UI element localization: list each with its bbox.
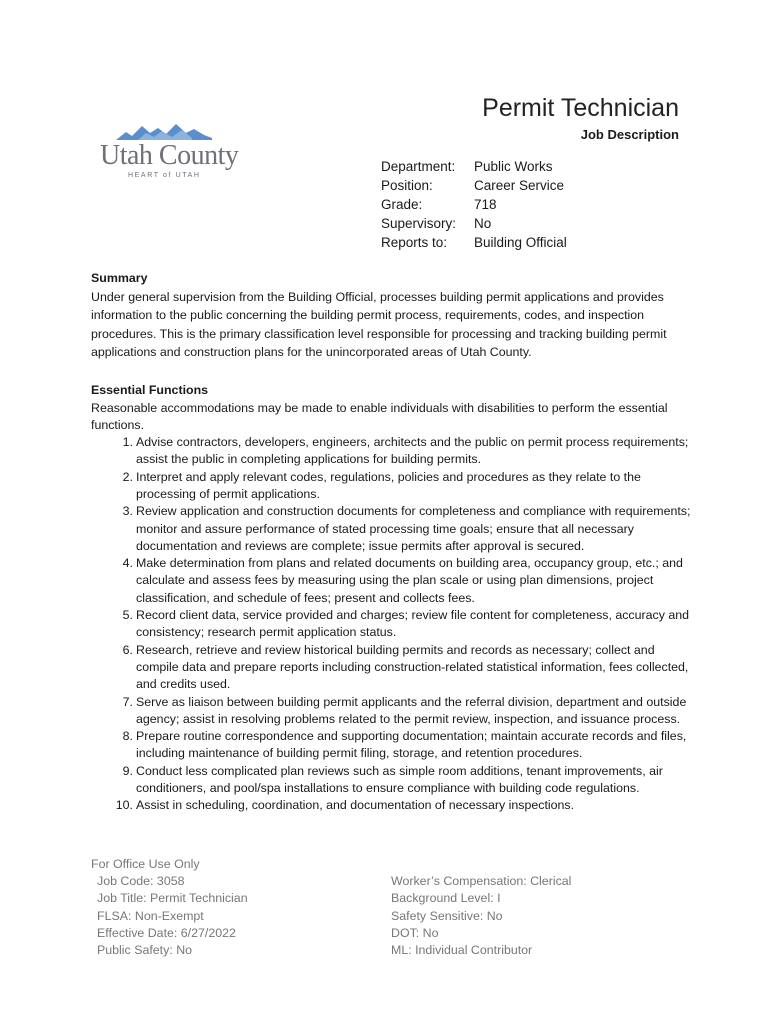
info-value: Public Works bbox=[474, 159, 553, 174]
info-row-reports-to bbox=[381, 233, 567, 252]
list-number: 7. bbox=[122, 694, 133, 709]
list-text: Prepare routine correspondence and supporting documentation; maintain accurate records and files, including maintenance of building permit filing, storage, and retention procedures. bbox=[136, 729, 687, 761]
info-value: Career Service bbox=[474, 178, 565, 193]
info-label: Reports to: bbox=[381, 235, 448, 250]
office-field: Background Level: I bbox=[391, 891, 501, 906]
office-field: Safety Sensitive: No bbox=[391, 908, 503, 923]
list-number: 2. bbox=[122, 469, 133, 484]
info-value: 718 bbox=[474, 197, 497, 212]
list-item bbox=[91, 503, 691, 555]
list-number: 6. bbox=[122, 642, 133, 657]
info-label: Position: bbox=[381, 178, 433, 193]
essential-heading: Essential Functions bbox=[91, 383, 209, 397]
functions-list bbox=[91, 434, 691, 815]
list-text: Advise contractors, developers, engineers, architects and the public on permit process requirements; assist the public in completing applications for building permits. bbox=[136, 435, 689, 467]
list-number: 8. bbox=[122, 729, 133, 744]
office-use-left-column bbox=[97, 873, 248, 959]
list-number: 9. bbox=[122, 763, 133, 778]
summary-section bbox=[91, 269, 691, 362]
list-number: 3. bbox=[122, 504, 133, 519]
office-field: Job Title: Permit Technician bbox=[97, 891, 248, 906]
list-item bbox=[91, 728, 691, 763]
utah-county-logo bbox=[100, 122, 239, 184]
list-item bbox=[91, 434, 691, 469]
list-item bbox=[91, 469, 691, 504]
essential-intro: Reasonable accommodations may be made to enable individuals with disabilities to perform the essential functions. bbox=[91, 400, 668, 432]
mountain-logo-icon bbox=[116, 122, 212, 140]
list-number: 5. bbox=[122, 608, 133, 623]
logo-tagline: HEART of UTAH bbox=[128, 172, 201, 179]
list-text: Interpret and apply relevant codes, regulations, policies and procedures as they relate to the processing of permit applications. bbox=[136, 469, 641, 501]
info-row-department bbox=[381, 157, 567, 176]
office-field: Worker’s Compensation: Clerical bbox=[391, 874, 572, 888]
list-item bbox=[91, 797, 691, 814]
list-number: 10. bbox=[115, 798, 133, 813]
office-field: Job Code: 3058 bbox=[97, 874, 185, 888]
essential-functions-section bbox=[91, 381, 691, 815]
list-item bbox=[91, 607, 691, 642]
list-text: Make determination from plans and related documents on building area, occupancy group, etc.; and calculate and assess fees by measuring using the plan scale or using plan dimensions, project classification, and schedule of fees; present and collects fees. bbox=[136, 556, 683, 605]
office-use-heading: For Office Use Only bbox=[91, 857, 200, 871]
info-value: No bbox=[474, 216, 492, 231]
info-label: Supervisory: bbox=[381, 216, 457, 231]
office-field: DOT: No bbox=[391, 925, 439, 940]
info-row-supervisory bbox=[381, 214, 567, 233]
list-item bbox=[91, 763, 691, 798]
list-text: Conduct less complicated plan reviews such as simple room additions, tenant improvements, air conditioners, and pool/spa installations to ensure compliance with building code regulations. bbox=[136, 763, 663, 796]
list-item bbox=[91, 642, 691, 694]
info-label: Department: bbox=[381, 159, 456, 174]
list-text: Record client data, service provided and charges; review file content for completeness, accuracy and consistency; research permit application status. bbox=[136, 608, 690, 640]
list-text: Research, retrieve and review historical building permits and records as necessary; collect and compile data and prepare reports including construction-related statistical information, fees collected, and credits used. bbox=[136, 642, 689, 692]
info-row-position bbox=[381, 176, 567, 195]
list-item bbox=[91, 694, 691, 729]
office-field: Effective Date: 6/27/2022 bbox=[97, 925, 236, 940]
info-row-grade bbox=[381, 195, 567, 214]
list-text: Assist in scheduling, coordination, and documentation of necessary inspections. bbox=[136, 798, 575, 813]
list-text: Serve as liaison between building permit applicants and the referral division, department and outside agency; assist in resolving problems related to the permit review, inspection, and issuance process. bbox=[136, 694, 687, 726]
page-title: Permit Technician bbox=[482, 94, 679, 122]
list-number: 4. bbox=[122, 556, 133, 571]
info-label: Grade: bbox=[381, 197, 423, 212]
logo-name: Utah County bbox=[100, 140, 239, 171]
list-item bbox=[91, 555, 691, 607]
summary-text: Under general supervision from the Building Official, processes building permit applications and provides information to the public concerning the building permit process, requirements, codes, and inspection procedures. This is the primary classification level responsible for processing and tracking building permit applications and construction plans for the unincorporated areas of Utah County. bbox=[91, 289, 667, 359]
list-number: 1. bbox=[122, 435, 133, 450]
info-value: Building Official bbox=[474, 235, 567, 250]
office-field: ML: Individual Contributor bbox=[391, 943, 533, 958]
office-use-right-column bbox=[391, 873, 571, 959]
summary-heading: Summary bbox=[91, 271, 148, 285]
office-field: FLSA: Non-Exempt bbox=[97, 908, 204, 923]
info-table bbox=[381, 157, 567, 252]
page-subtitle: Job Description bbox=[580, 127, 679, 142]
list-text: Review application and construction documents for completeness and compliance with requirements; monitor and assure performance of stated processing time goals; ensure that all necessary documentation and reviews are complete; issue permits after approval is secured. bbox=[136, 504, 691, 553]
office-field: Public Safety: No bbox=[97, 943, 193, 958]
